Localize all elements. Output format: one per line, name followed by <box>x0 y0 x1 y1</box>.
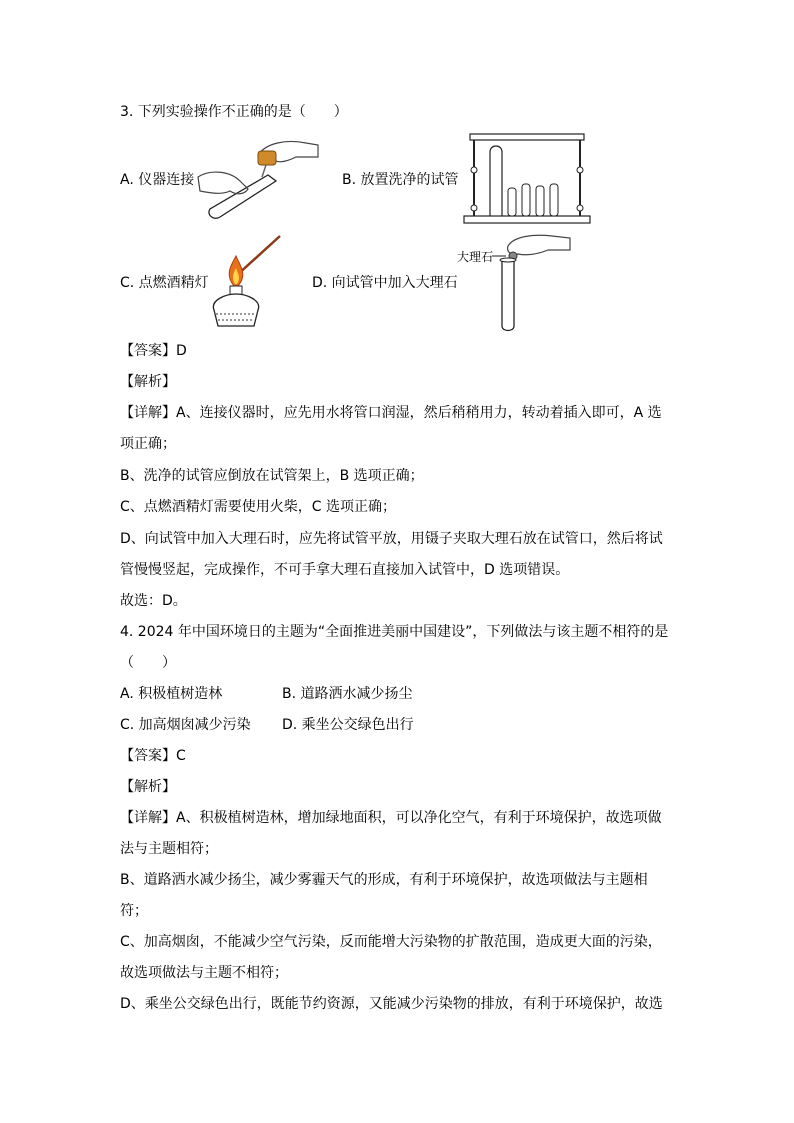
option-a: A. 积极植树造林 <box>120 686 223 702</box>
question-3-stem: 3. 下列实验操作不正确的是（ ） <box>120 104 348 120</box>
figure-d-label: 大理石 <box>457 250 494 264</box>
question-3-analysis-heading: 【解析】 <box>120 374 176 390</box>
question-3-answer: 【答案】D <box>120 343 187 359</box>
question-3-detail-line: C、点燃酒精灯需要使用火柴，C 选项正确； <box>120 499 396 515</box>
option-a: A. 仪器连接 <box>120 172 195 188</box>
figure-test-tube-rack <box>462 130 592 228</box>
question-3-detail-line: 管慢慢竖起，完成操作，不可手拿大理石直接加入试管中，D 选项错误。 <box>120 562 570 578</box>
question-4-detail-line: D、乘坐公交绿色出行，既能节约资源，又能减少污染物的排放，有利于环境保护，故选 <box>120 996 663 1012</box>
question-4-stem-cont: （ ） <box>120 655 176 671</box>
question-4-stem: 4. 2024 年中国环境日的主题为“全面推进美丽中国建设”，下列做法与该主题不相符的是 <box>120 624 669 640</box>
question-3-detail-line: 项正确； <box>120 436 176 452</box>
question-3-detail-line: B、洗净的试管应倒放在试管架上，B 选项正确； <box>120 468 424 484</box>
question-4-detail-line: 符； <box>120 903 148 919</box>
option-b: B. 放置洗净的试管 <box>342 172 459 188</box>
option-b: B. 道路洒水减少扬尘 <box>282 686 413 702</box>
question-4-analysis-heading: 【解析】 <box>120 779 176 795</box>
question-4-answer: 【答案】C <box>120 748 186 764</box>
option-c: C. 点燃酒精灯 <box>120 275 209 291</box>
question-4-detail-line: C、加高烟囱，不能减少空气污染，反而能增大污染物的扩散范围，造成更大面的污染， <box>120 934 662 950</box>
question-4-detail-line: 故选项做法与主题不相符； <box>120 965 288 981</box>
figure-instrument-connection <box>196 135 320 225</box>
question-4-detail-line: 【详解】A、积极植树造林，增加绿地面积，可以净化空气，有利于环境保护，故选项做 <box>120 810 662 826</box>
question-4-detail-line: B、道路洒水减少扬尘，减少雾霾天气的形成，有利于环境保护，故选项做法与主题相 <box>120 872 648 888</box>
option-d: D. 向试管中加入大理石 <box>312 275 458 291</box>
question-3-detail-line: 【详解】A、连接仪器时，应先用水将管口润湿，然后稍稍用力，转动着插入即可，A 选 <box>120 405 662 421</box>
question-3-conclusion: 故选：D。 <box>120 593 187 609</box>
question-3-detail-line: D、向试管中加入大理石时，应先将试管平放，用镊子夹取大理石放在试管口，然后将试 <box>120 531 663 547</box>
figure-alcohol-lamp <box>206 234 284 332</box>
figure-add-marble <box>492 232 572 334</box>
question-4-detail-line: 法与主题相符； <box>120 841 218 857</box>
option-c: C. 加高烟囱减少污染 <box>120 717 251 733</box>
option-d: D. 乘坐公交绿色出行 <box>282 717 414 733</box>
